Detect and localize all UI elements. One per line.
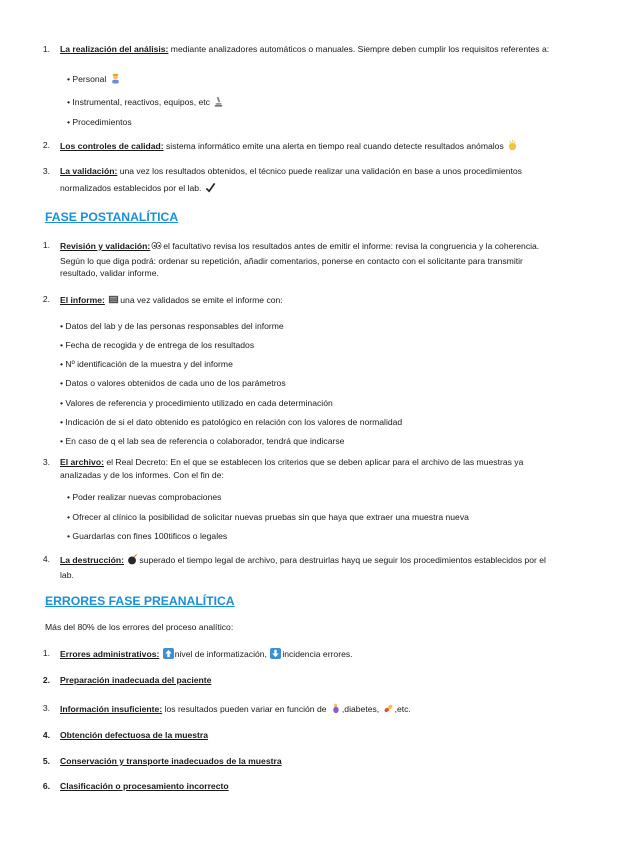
newspaper-emoji-icon — [108, 294, 119, 305]
list-number: 1. — [42, 44, 50, 54]
bullet-text: Indicación de si el dato obtenido es patológico en relación con los valores de normalidad — [65, 417, 403, 427]
term: Los controles de calidad: — [60, 141, 164, 151]
bullet-item: • Personal — [67, 73, 122, 85]
bullet-text: Instrumental, reactivos, equipos, etc — [72, 97, 210, 107]
term: Clasificación o procesamiento incorrecto — [60, 781, 229, 791]
item-text: el facultativo revisa los resultados antes de emitir el informe: revisa la congruencia y la coherencia. — [163, 241, 540, 251]
item-text: incidencia errores. — [282, 649, 353, 659]
item-text: mediante analizadores automáticos o manuales. Siempre deben cumplir los requisitos referentes a: — [168, 44, 550, 54]
list-item — [60, 781, 229, 792]
term: Errores administrativos: — [60, 649, 160, 659]
list-number: 5. — [42, 756, 50, 766]
pill-emoji-icon — [383, 703, 394, 714]
item-text-continued: resultado, validar informe. — [60, 268, 159, 278]
term: El informe: — [60, 295, 105, 305]
list-item — [60, 730, 208, 741]
list-number: 1. — [42, 648, 50, 658]
list-number: 4. — [42, 730, 50, 740]
list-item — [60, 240, 539, 252]
bullet-text: Ofrecer al clínico la posibilidad de solicitar nuevas pruebas sin que haya que extraer una muestra nueva — [72, 512, 469, 522]
term: La destrucción: — [60, 555, 124, 565]
worker-emoji-icon — [110, 73, 121, 84]
bomb-emoji-icon — [127, 554, 138, 565]
item-text: el Real Decreto: En el que se establecen los criterios que se deben aplicar para el archivo de las muestras ya — [103, 457, 524, 467]
list-number: 3. — [42, 166, 50, 176]
term: La realización del análisis: — [60, 44, 169, 54]
bullet-text: En caso de q el lab sea de referencia o colaborador, tendrá que indicarse — [65, 436, 345, 446]
check-mark-icon — [205, 182, 216, 193]
list-item — [60, 703, 411, 715]
bullet-text: Poder realizar nuevas comprobaciones — [72, 492, 222, 502]
up-arrow-icon — [163, 648, 174, 659]
bullet-text: Procedimientos — [72, 117, 132, 127]
term: Preparación inadecuada del paciente — [60, 675, 212, 685]
bullet-text: Guardarlas con fines 100tificos o legales — [72, 531, 228, 541]
list-item — [60, 756, 282, 767]
list-number: 4. — [42, 554, 50, 564]
eyes-emoji-icon — [151, 240, 162, 251]
term: Revisión y validación: — [60, 241, 151, 251]
item-text-continued — [60, 182, 217, 194]
bullet-item: • Fecha de recogida y de entrega de los resultados — [60, 340, 255, 350]
item-text: ,etc. — [394, 704, 411, 714]
bullet-item: • Datos o valores obtenidos de cada uno de los parámetros — [60, 378, 286, 388]
list-item — [60, 554, 546, 566]
item-text-continued: Según lo que diga podrá: ordenar su repetición, añadir comentarios, ponerse en contacto con el solicitante para transmitir — [60, 256, 523, 266]
item-text-continued: lab. — [60, 570, 74, 580]
bullet-item: • Datos del lab y de las personas responsables del informe — [60, 321, 284, 331]
microscope-emoji-icon — [213, 96, 224, 107]
bullet-text: Valores de referencia y procedimiento utilizado en cada determinación — [65, 398, 333, 408]
bullet-item: • Poder realizar nuevas comprobaciones — [67, 492, 222, 502]
section-heading: ERRORES FASE PREANALÍTICA — [45, 594, 235, 608]
bullet-text: Nº identificación de la muestra y del informe — [65, 359, 233, 369]
list-item — [60, 44, 549, 55]
bullet-item: • Guardarlas con fines 100tificos o legales — [67, 531, 228, 541]
bullet-item: • Instrumental, reactivos, equipos, etc — [67, 96, 225, 108]
list-item — [60, 457, 523, 468]
bullet-item: • Indicación de si el dato obtenido es patológico en relación con los valores de normalidad — [60, 417, 403, 427]
section-heading: FASE POSTANALÍTICA — [45, 210, 179, 224]
term: Información insuficiente: — [60, 704, 163, 714]
list-item — [60, 140, 519, 152]
bullet-item: • Procedimientos — [67, 117, 132, 127]
list-number: 1. — [42, 240, 50, 250]
list-number: 3. — [42, 703, 50, 713]
list-item — [60, 648, 353, 660]
term: La validación: — [60, 166, 118, 176]
clapping-hands-emoji-icon — [507, 140, 518, 151]
item-text: nivel de informatización, — [174, 649, 270, 659]
term: El archivo: — [60, 457, 104, 467]
bullet-item: • Valores de referencia y procedimiento utilizado en cada determinación — [60, 398, 333, 408]
bullet-text: Datos del lab y de las personas responsables del informe — [65, 321, 284, 331]
list-item — [60, 166, 522, 177]
list-number: 2. — [42, 140, 50, 150]
list-item — [60, 294, 283, 306]
item-text: superado el tiempo legal de archivo, para destruirlas hayq ue seguir los procedimientos establecidos por el — [139, 555, 546, 565]
bullet-item: • Ofrecer al clínico la posibilidad de solicitar nuevas pruebas sin que haya que extraer una muestra nueva — [67, 512, 469, 522]
bullet-item: • Nº identificación de la muestra y del informe — [60, 359, 233, 369]
item-text: una vez los resultados obtenidos, el técnico puede realizar una validación en base a unos procedimientos — [117, 166, 522, 176]
intro-text: Más del 80% de los errores del proceso analítico: — [45, 622, 234, 632]
bullet-item: • En caso de q el lab sea de referencia o colaborador, tendrá que indicarse — [60, 436, 345, 446]
list-item — [60, 675, 211, 686]
bullet-text: Personal — [72, 74, 107, 84]
item-text-continued: analizadas y de los informes. Con el fin de: — [60, 470, 224, 480]
pregnant-woman-emoji-icon — [330, 703, 341, 714]
term: Obtención defectuosa de la muestra — [60, 730, 209, 740]
item-text: normalizados establecidos por el lab. — [60, 183, 202, 193]
item-text: ,diabetes, — [341, 704, 382, 714]
item-text: sistema informático emite una alerta en tiempo real cuando detecte resultados anómalos — [163, 141, 504, 151]
item-text: una vez validados se emite el informe con: — [120, 295, 283, 305]
list-number: 6. — [42, 781, 50, 791]
bullet-text: Datos o valores obtenidos de cada uno de los parámetros — [65, 378, 286, 388]
list-number: 2. — [42, 294, 50, 304]
term: Conservación y transporte inadecuados de la muestra — [60, 756, 282, 766]
item-text: los resultados pueden variar en función de — [162, 704, 329, 714]
list-number: 3. — [42, 457, 50, 467]
bullet-text: Fecha de recogida y de entrega de los resultados — [65, 340, 255, 350]
list-number: 2. — [42, 675, 50, 685]
down-arrow-icon — [270, 648, 281, 659]
